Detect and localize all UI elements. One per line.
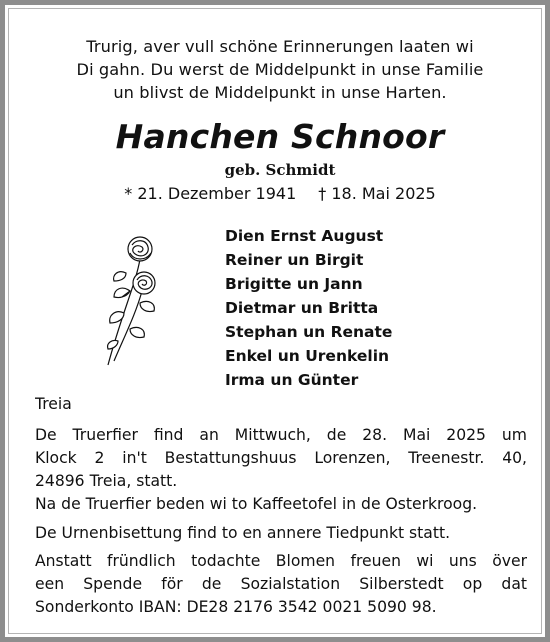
life-dates — [5, 184, 550, 203]
funeral-line: Klock 2 in't Bestattungshuus Lorenzen, Treenestr. 40, — [35, 449, 527, 467]
coffee-line: Na de Truerfier beden wi to Kaffeetofel in de Osterkroog. — [35, 495, 478, 513]
deceased-name: Hanchen Schnoor — [115, 117, 445, 156]
urn-line: De Urnenbisettung find to en annere Tiedpunkt statt. — [35, 524, 451, 542]
place — [35, 393, 527, 416]
donation-line: Sonderkonto IBAN: DE28 2176 3542 0021 5090 98. — [35, 598, 437, 616]
place-text: Treia — [35, 395, 72, 413]
urn-info — [35, 522, 527, 545]
maiden-name: geb. Schmidt — [224, 161, 336, 179]
funeral-line: De Truerfier find an Mittwuch, de 28. Mai 2025 um — [35, 426, 527, 444]
poem-line: un blivst de Middelpunkt in unse Harten. — [113, 83, 447, 102]
poem-line: Di gahn. Du werst de Middelpunkt in unse Familie — [76, 60, 484, 79]
mourner-name: Enkel un Urenkelin — [225, 347, 390, 365]
mourner-name: Stephan un Renate — [225, 323, 393, 341]
funeral-line: 24896 Treia, statt. — [35, 472, 178, 490]
death-date: † 18. Mai 2025 — [318, 184, 436, 203]
mourners-list — [225, 224, 392, 392]
donation-line: een Spende för de Sozialstation Silberstedt op dat — [35, 575, 527, 593]
poem — [5, 35, 550, 104]
birth-date: * 21. Dezember 1941 — [124, 184, 297, 203]
donation-info — [35, 550, 527, 619]
mourner-name: Reiner un Birgit — [225, 251, 364, 269]
mourner-name: Brigitte un Jann — [225, 275, 363, 293]
coffee-info — [35, 493, 527, 516]
poem-line: Trurig, aver vull schöne Erinnerungen laaten wi — [86, 37, 474, 56]
funeral-info — [35, 424, 527, 493]
donation-line: Anstatt fründlich todachte Blomen freuen wi uns över — [35, 552, 527, 570]
mourner-name: Irma un Günter — [225, 371, 359, 389]
mourner-name: Dien Ernst August — [225, 227, 384, 245]
rose-icon — [100, 233, 170, 373]
mourner-name: Dietmar un Britta — [225, 299, 379, 317]
